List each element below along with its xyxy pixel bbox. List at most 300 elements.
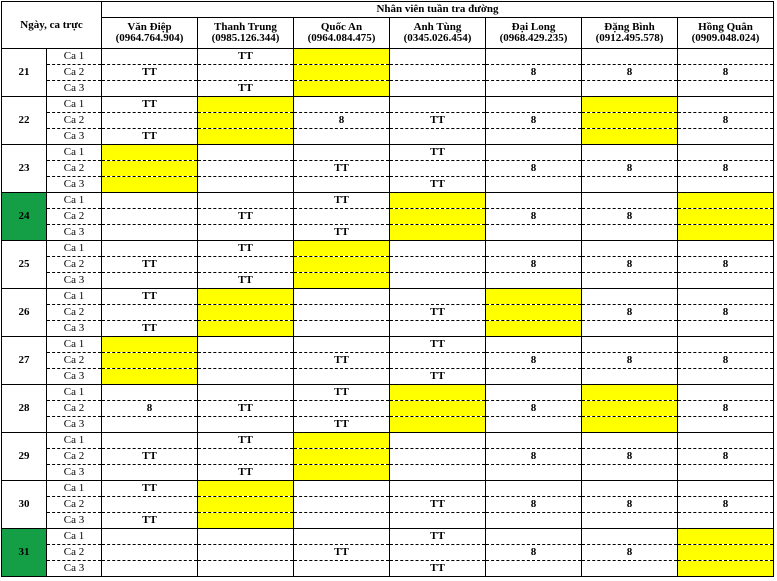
assignment-cell bbox=[102, 369, 198, 385]
staff-name: Anh Tùng bbox=[413, 21, 462, 33]
shift-row bbox=[2, 433, 774, 449]
shift-label: Ca 2 bbox=[47, 497, 102, 513]
staff-header bbox=[582, 18, 678, 49]
assignment-cell bbox=[102, 465, 198, 481]
shift-row bbox=[2, 81, 774, 97]
shift-label: Ca 3 bbox=[47, 465, 102, 481]
staff-phone: (0345.026.454) bbox=[403, 32, 472, 44]
day-cell: 22 bbox=[2, 97, 47, 145]
assignment-cell bbox=[582, 529, 678, 545]
shift-label: Ca 2 bbox=[47, 305, 102, 321]
assignment-cell bbox=[102, 273, 198, 289]
staff-name: Đại Long bbox=[511, 21, 556, 33]
assignment-cell bbox=[198, 497, 294, 513]
assignment-cell bbox=[390, 193, 486, 209]
assignment-cell bbox=[678, 177, 774, 193]
assignment-cell: TT bbox=[294, 417, 390, 433]
assignment-cell: 8 bbox=[102, 401, 198, 417]
staff-header bbox=[198, 18, 294, 49]
assignment-cell bbox=[102, 417, 198, 433]
assignment-cell bbox=[582, 417, 678, 433]
assignment-cell: 8 bbox=[486, 209, 582, 225]
assignment-cell bbox=[198, 177, 294, 193]
shift-label: Ca 3 bbox=[47, 369, 102, 385]
assignment-cell: TT bbox=[294, 385, 390, 401]
shift-label: Ca 1 bbox=[47, 145, 102, 161]
assignment-cell bbox=[198, 321, 294, 337]
assignment-cell bbox=[582, 225, 678, 241]
assignment-cell bbox=[102, 497, 198, 513]
assignment-cell bbox=[582, 513, 678, 529]
assignment-cell bbox=[198, 97, 294, 113]
assignment-cell bbox=[582, 273, 678, 289]
shift-row bbox=[2, 241, 774, 257]
assignment-cell bbox=[678, 81, 774, 97]
assignment-cell: TT bbox=[390, 369, 486, 385]
assignment-cell bbox=[294, 129, 390, 145]
assignment-cell bbox=[678, 417, 774, 433]
assignment-cell: 8 bbox=[678, 113, 774, 129]
assignment-cell bbox=[678, 209, 774, 225]
shift-row bbox=[2, 193, 774, 209]
assignment-cell: TT bbox=[390, 305, 486, 321]
assignment-cell bbox=[582, 289, 678, 305]
assignment-cell: 8 bbox=[486, 401, 582, 417]
assignment-cell bbox=[486, 193, 582, 209]
assignment-cell: TT bbox=[198, 49, 294, 65]
staff-header bbox=[678, 18, 774, 49]
shift-row bbox=[2, 337, 774, 353]
assignment-cell: 8 bbox=[582, 65, 678, 81]
shift-label: Ca 1 bbox=[47, 241, 102, 257]
assignment-cell bbox=[198, 545, 294, 561]
assignment-cell: 8 bbox=[678, 257, 774, 273]
assignment-cell: 8 bbox=[678, 353, 774, 369]
assignment-cell bbox=[102, 225, 198, 241]
assignment-cell bbox=[390, 353, 486, 369]
assignment-cell bbox=[294, 49, 390, 65]
assignment-cell bbox=[390, 241, 486, 257]
assignment-cell bbox=[582, 129, 678, 145]
staff-name: Đặng Bình bbox=[604, 21, 655, 33]
shift-row bbox=[2, 529, 774, 545]
shift-label: Ca 3 bbox=[47, 417, 102, 433]
shift-label: Ca 2 bbox=[47, 353, 102, 369]
assignment-cell: TT bbox=[390, 337, 486, 353]
assignment-cell bbox=[486, 97, 582, 113]
staff-name: Hồng Quân bbox=[698, 21, 753, 33]
assignment-cell bbox=[198, 385, 294, 401]
assignment-cell bbox=[198, 417, 294, 433]
shift-label: Ca 3 bbox=[47, 513, 102, 529]
shift-label: Ca 1 bbox=[47, 49, 102, 65]
assignment-cell: TT bbox=[102, 97, 198, 113]
assignment-cell: 8 bbox=[678, 449, 774, 465]
assignment-cell bbox=[294, 209, 390, 225]
shift-label: Ca 3 bbox=[47, 321, 102, 337]
assignment-cell: TT bbox=[198, 241, 294, 257]
assignment-cell bbox=[102, 81, 198, 97]
assignment-cell bbox=[486, 369, 582, 385]
assignment-cell: TT bbox=[102, 481, 198, 497]
assignment-cell bbox=[294, 497, 390, 513]
assignment-cell bbox=[582, 145, 678, 161]
assignment-cell bbox=[102, 177, 198, 193]
assignment-cell: TT bbox=[102, 449, 198, 465]
shift-label: Ca 2 bbox=[47, 209, 102, 225]
shift-row bbox=[2, 161, 774, 177]
assignment-cell bbox=[198, 481, 294, 497]
assignment-cell bbox=[582, 241, 678, 257]
shift-row bbox=[2, 49, 774, 65]
assignment-cell bbox=[582, 465, 678, 481]
assignment-cell bbox=[198, 305, 294, 321]
assignment-cell bbox=[390, 97, 486, 113]
assignment-cell bbox=[198, 193, 294, 209]
assignment-cell bbox=[390, 481, 486, 497]
shift-label: Ca 3 bbox=[47, 273, 102, 289]
assignment-cell: 8 bbox=[486, 65, 582, 81]
assignment-cell bbox=[102, 113, 198, 129]
assignment-cell bbox=[486, 433, 582, 449]
staff-header-row bbox=[2, 18, 774, 49]
assignment-cell: 8 bbox=[486, 449, 582, 465]
assignment-cell: 8 bbox=[582, 161, 678, 177]
assignment-cell: TT bbox=[390, 529, 486, 545]
shift-row bbox=[2, 257, 774, 273]
shift-label: Ca 2 bbox=[47, 545, 102, 561]
assignment-cell bbox=[582, 561, 678, 577]
assignment-cell bbox=[294, 305, 390, 321]
assignment-cell: 8 bbox=[582, 209, 678, 225]
assignment-cell bbox=[678, 481, 774, 497]
assignment-cell: 8 bbox=[486, 161, 582, 177]
assignment-cell: 8 bbox=[582, 449, 678, 465]
assignment-cell: 8 bbox=[582, 257, 678, 273]
assignment-cell bbox=[294, 481, 390, 497]
shift-row bbox=[2, 321, 774, 337]
assignment-cell bbox=[390, 81, 486, 97]
assignment-cell: 8 bbox=[582, 497, 678, 513]
assignment-cell bbox=[294, 273, 390, 289]
assignment-cell bbox=[486, 81, 582, 97]
staff-header bbox=[486, 18, 582, 49]
assignment-cell bbox=[102, 545, 198, 561]
assignment-cell bbox=[486, 385, 582, 401]
assignment-cell bbox=[198, 113, 294, 129]
shift-label: Ca 2 bbox=[47, 113, 102, 129]
assignment-cell bbox=[294, 529, 390, 545]
assignment-cell bbox=[486, 529, 582, 545]
assignment-cell: TT bbox=[390, 113, 486, 129]
shift-row bbox=[2, 465, 774, 481]
staff-phone: (0964.764.904) bbox=[115, 32, 184, 44]
assignment-cell bbox=[678, 241, 774, 257]
assignment-cell bbox=[102, 305, 198, 321]
assignment-cell bbox=[678, 145, 774, 161]
assignment-cell bbox=[102, 161, 198, 177]
assignment-cell bbox=[102, 209, 198, 225]
corner-header: Ngày, ca trực bbox=[2, 2, 102, 49]
shift-label: Ca 2 bbox=[47, 161, 102, 177]
assignment-cell bbox=[102, 145, 198, 161]
assignment-cell bbox=[678, 289, 774, 305]
assignment-cell bbox=[390, 65, 486, 81]
assignment-cell: TT bbox=[102, 129, 198, 145]
shift-row bbox=[2, 273, 774, 289]
assignment-cell bbox=[678, 321, 774, 337]
day-cell: 25 bbox=[2, 241, 47, 289]
assignment-cell bbox=[198, 561, 294, 577]
assignment-cell bbox=[102, 433, 198, 449]
assignment-cell bbox=[102, 561, 198, 577]
shift-row bbox=[2, 209, 774, 225]
assignment-cell bbox=[678, 385, 774, 401]
assignment-cell: TT bbox=[294, 353, 390, 369]
shift-label: Ca 3 bbox=[47, 225, 102, 241]
assignment-cell bbox=[294, 177, 390, 193]
assignment-cell: 8 bbox=[582, 353, 678, 369]
staff-phone: (0912.495.578) bbox=[595, 32, 664, 44]
assignment-cell: 8 bbox=[678, 65, 774, 81]
assignment-cell bbox=[486, 273, 582, 289]
assignment-cell bbox=[678, 529, 774, 545]
assignment-cell bbox=[390, 225, 486, 241]
assignment-cell bbox=[678, 561, 774, 577]
shift-row bbox=[2, 129, 774, 145]
shift-label: Ca 1 bbox=[47, 97, 102, 113]
staff-phone: (0985.126.344) bbox=[211, 32, 280, 44]
assignment-cell: TT bbox=[198, 401, 294, 417]
assignment-cell bbox=[390, 321, 486, 337]
assignment-cell bbox=[582, 49, 678, 65]
staff-header bbox=[390, 18, 486, 49]
shift-label: Ca 1 bbox=[47, 481, 102, 497]
staff-phone: (0909.048.024) bbox=[691, 32, 760, 44]
assignment-cell: TT bbox=[294, 225, 390, 241]
staff-group-title: Nhân viên tuần tra đường bbox=[102, 2, 774, 18]
roster-body bbox=[2, 49, 774, 577]
shift-label: Ca 1 bbox=[47, 337, 102, 353]
assignment-cell bbox=[390, 289, 486, 305]
assignment-cell bbox=[486, 129, 582, 145]
patrol-roster-table bbox=[1, 1, 774, 577]
assignment-cell bbox=[390, 161, 486, 177]
assignment-cell bbox=[294, 465, 390, 481]
assignment-cell bbox=[294, 449, 390, 465]
shift-label: Ca 3 bbox=[47, 81, 102, 97]
assignment-cell bbox=[294, 65, 390, 81]
assignment-cell bbox=[390, 465, 486, 481]
assignment-cell bbox=[390, 545, 486, 561]
assignment-cell bbox=[486, 321, 582, 337]
assignment-cell: TT bbox=[198, 209, 294, 225]
assignment-cell: 8 bbox=[486, 113, 582, 129]
assignment-cell bbox=[486, 49, 582, 65]
shift-label: Ca 2 bbox=[47, 449, 102, 465]
assignment-cell bbox=[102, 385, 198, 401]
assignment-cell: 8 bbox=[294, 113, 390, 129]
assignment-cell bbox=[294, 433, 390, 449]
assignment-cell bbox=[102, 49, 198, 65]
assignment-cell bbox=[294, 289, 390, 305]
assignment-cell: TT bbox=[198, 433, 294, 449]
shift-row bbox=[2, 401, 774, 417]
assignment-cell bbox=[198, 529, 294, 545]
assignment-cell bbox=[294, 241, 390, 257]
assignment-cell bbox=[486, 513, 582, 529]
assignment-cell bbox=[582, 321, 678, 337]
assignment-cell bbox=[486, 225, 582, 241]
assignment-cell bbox=[294, 337, 390, 353]
assignment-cell: TT bbox=[390, 561, 486, 577]
assignment-cell bbox=[102, 353, 198, 369]
assignment-cell: TT bbox=[102, 257, 198, 273]
assignment-cell: 8 bbox=[486, 497, 582, 513]
shift-row bbox=[2, 449, 774, 465]
assignment-cell: TT bbox=[102, 65, 198, 81]
day-cell: 23 bbox=[2, 145, 47, 193]
shift-row bbox=[2, 417, 774, 433]
assignment-cell bbox=[390, 209, 486, 225]
assignment-cell bbox=[582, 337, 678, 353]
assignment-cell bbox=[678, 513, 774, 529]
assignment-cell bbox=[582, 481, 678, 497]
assignment-cell bbox=[390, 401, 486, 417]
assignment-cell bbox=[390, 49, 486, 65]
assignment-cell bbox=[582, 385, 678, 401]
assignment-cell: 8 bbox=[486, 545, 582, 561]
assignment-cell: TT bbox=[102, 321, 198, 337]
assignment-cell bbox=[198, 289, 294, 305]
assignment-cell: TT bbox=[294, 193, 390, 209]
assignment-cell bbox=[678, 337, 774, 353]
assignment-cell bbox=[294, 145, 390, 161]
assignment-cell bbox=[582, 193, 678, 209]
shift-row bbox=[2, 353, 774, 369]
assignment-cell: 8 bbox=[582, 545, 678, 561]
staff-name: Thanh Trung bbox=[214, 21, 277, 33]
staff-header bbox=[102, 18, 198, 49]
assignment-cell: 8 bbox=[582, 305, 678, 321]
shift-row bbox=[2, 225, 774, 241]
assignment-cell: 8 bbox=[678, 401, 774, 417]
assignment-cell bbox=[390, 417, 486, 433]
assignment-cell: TT bbox=[198, 465, 294, 481]
assignment-cell bbox=[198, 513, 294, 529]
assignment-cell: 8 bbox=[486, 353, 582, 369]
day-cell: 26 bbox=[2, 289, 47, 337]
assignment-cell bbox=[102, 193, 198, 209]
assignment-cell bbox=[582, 81, 678, 97]
staff-name: Văn Điệp bbox=[127, 21, 172, 33]
assignment-cell bbox=[582, 433, 678, 449]
assignment-cell bbox=[198, 353, 294, 369]
day-cell: 28 bbox=[2, 385, 47, 433]
assignment-cell bbox=[678, 369, 774, 385]
shift-row bbox=[2, 545, 774, 561]
assignment-cell bbox=[294, 97, 390, 113]
shift-row bbox=[2, 481, 774, 497]
assignment-cell bbox=[294, 561, 390, 577]
assignment-cell bbox=[582, 113, 678, 129]
day-cell: 30 bbox=[2, 481, 47, 529]
shift-label: Ca 2 bbox=[47, 257, 102, 273]
shift-row bbox=[2, 113, 774, 129]
assignment-cell bbox=[486, 305, 582, 321]
assignment-cell bbox=[582, 401, 678, 417]
assignment-cell bbox=[486, 177, 582, 193]
assignment-cell bbox=[294, 369, 390, 385]
assignment-cell bbox=[486, 417, 582, 433]
assignment-cell bbox=[198, 369, 294, 385]
assignment-cell bbox=[294, 401, 390, 417]
shift-row bbox=[2, 177, 774, 193]
assignment-cell bbox=[294, 513, 390, 529]
assignment-cell bbox=[390, 513, 486, 529]
shift-label: Ca 1 bbox=[47, 385, 102, 401]
shift-row bbox=[2, 561, 774, 577]
assignment-cell bbox=[390, 129, 486, 145]
staff-header bbox=[294, 18, 390, 49]
assignment-cell: 8 bbox=[678, 161, 774, 177]
assignment-cell: TT bbox=[102, 289, 198, 305]
shift-label: Ca 3 bbox=[47, 177, 102, 193]
shift-row bbox=[2, 385, 774, 401]
assignment-cell bbox=[678, 433, 774, 449]
assignment-cell: TT bbox=[390, 177, 486, 193]
assignment-cell bbox=[198, 257, 294, 273]
day-cell: 31 bbox=[2, 529, 47, 577]
shift-label: Ca 1 bbox=[47, 529, 102, 545]
assignment-cell bbox=[102, 241, 198, 257]
assignment-cell bbox=[486, 145, 582, 161]
shift-label: Ca 2 bbox=[47, 401, 102, 417]
shift-row bbox=[2, 497, 774, 513]
assignment-cell: TT bbox=[294, 545, 390, 561]
shift-row bbox=[2, 65, 774, 81]
assignment-cell bbox=[486, 481, 582, 497]
assignment-cell bbox=[678, 193, 774, 209]
assignment-cell bbox=[390, 273, 486, 289]
assignment-cell bbox=[582, 369, 678, 385]
assignment-cell bbox=[678, 225, 774, 241]
assignment-cell bbox=[198, 145, 294, 161]
assignment-cell bbox=[294, 321, 390, 337]
assignment-cell bbox=[102, 529, 198, 545]
staff-phone: (0968.429.235) bbox=[499, 32, 568, 44]
assignment-cell: TT bbox=[198, 273, 294, 289]
shift-label: Ca 1 bbox=[47, 193, 102, 209]
staff-name: Quốc An bbox=[320, 21, 363, 33]
assignment-cell: 8 bbox=[678, 305, 774, 321]
assignment-cell bbox=[390, 257, 486, 273]
assignment-cell: 8 bbox=[678, 497, 774, 513]
assignment-cell: 8 bbox=[486, 257, 582, 273]
shift-row bbox=[2, 305, 774, 321]
assignment-cell bbox=[198, 161, 294, 177]
assignment-cell bbox=[198, 65, 294, 81]
assignment-cell bbox=[198, 129, 294, 145]
assignment-cell bbox=[486, 337, 582, 353]
shift-row bbox=[2, 145, 774, 161]
staff-phone: (0964.084.475) bbox=[307, 32, 376, 44]
shift-label: Ca 1 bbox=[47, 289, 102, 305]
assignment-cell bbox=[678, 273, 774, 289]
day-cell: 24 bbox=[2, 193, 47, 241]
assignment-cell bbox=[294, 81, 390, 97]
assignment-cell bbox=[198, 449, 294, 465]
